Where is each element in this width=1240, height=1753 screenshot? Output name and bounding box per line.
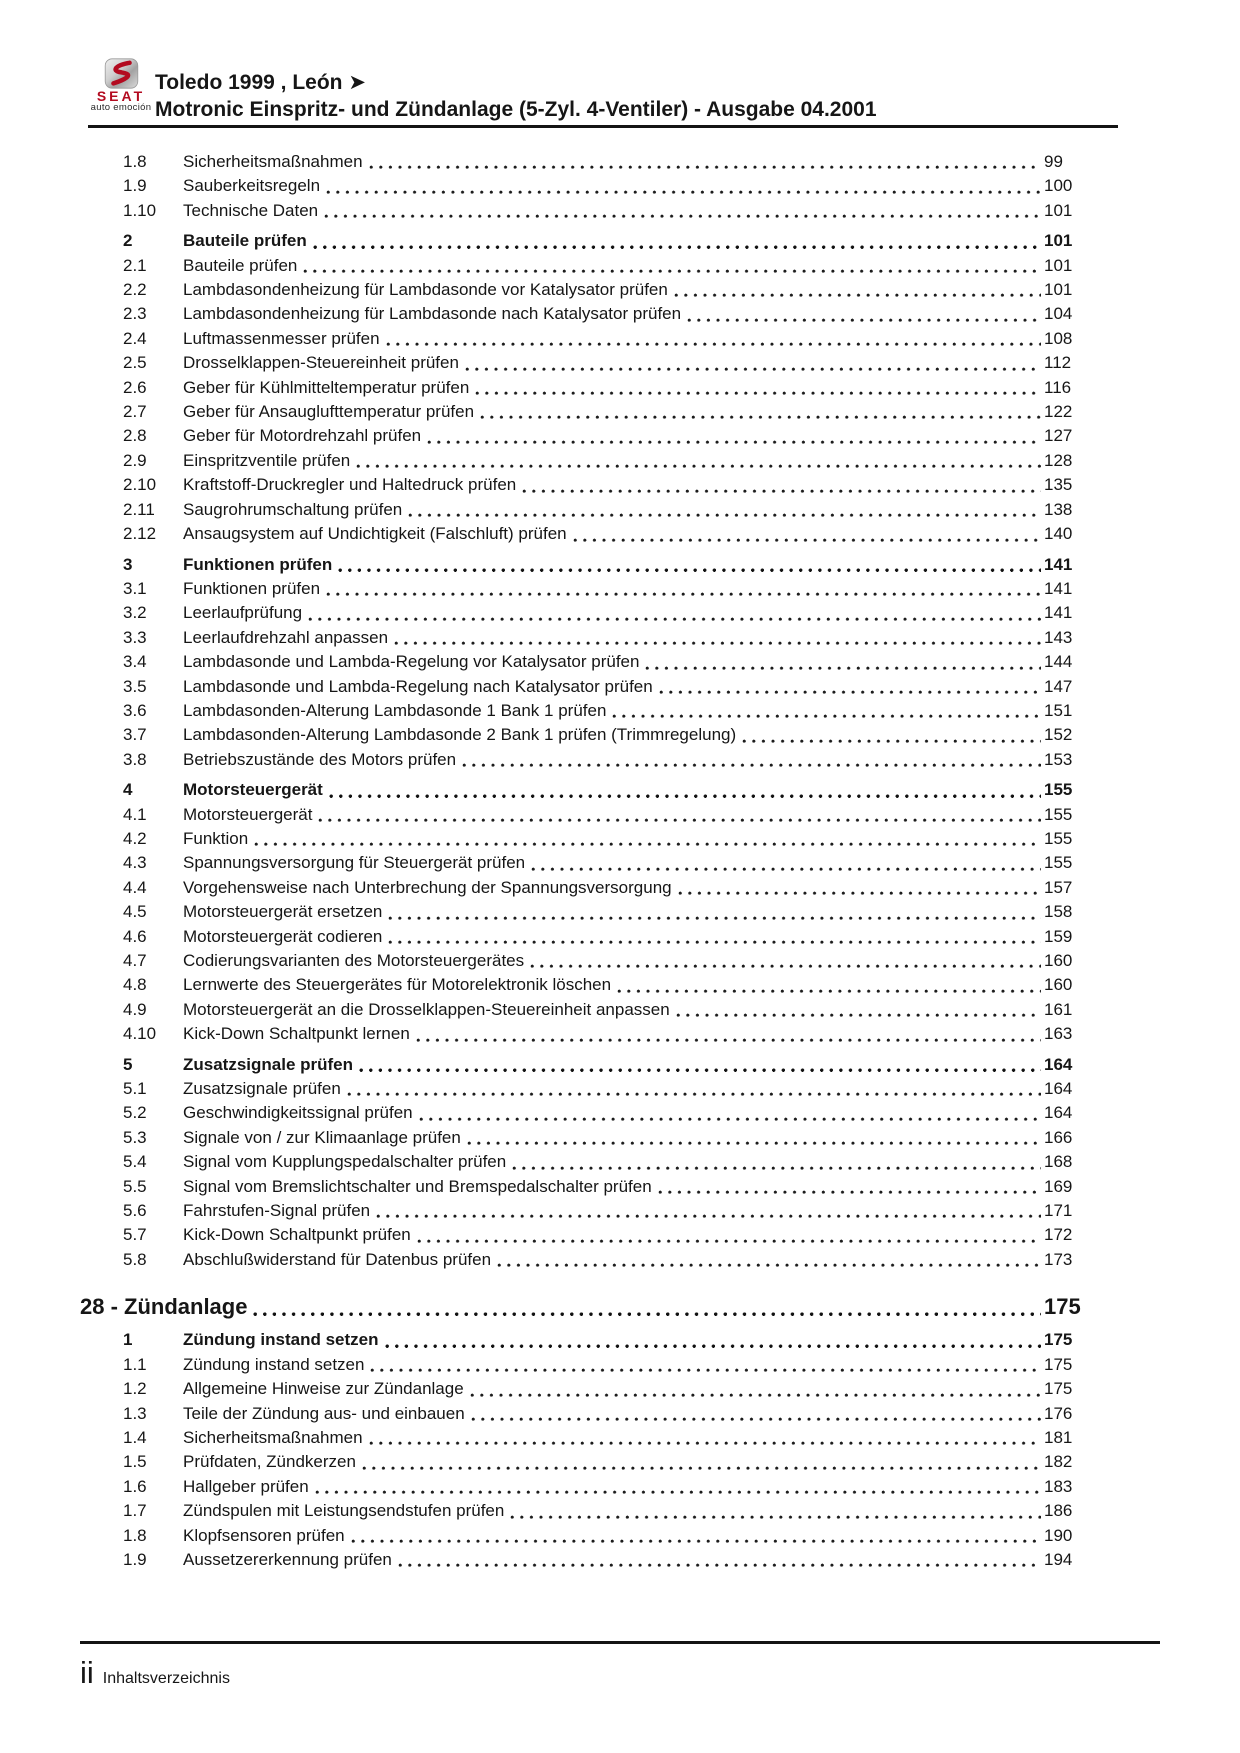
toc-page-number: 101 <box>1044 255 1073 275</box>
toc-row <box>123 229 1100 253</box>
dot-leader <box>326 190 1041 195</box>
toc-entry-number: 5.2 <box>123 1103 147 1123</box>
dot-leader <box>408 513 1041 518</box>
toc-page-number: 183 <box>1044 1476 1073 1496</box>
toc-entry-title: Vorgehensweise nach Unterbrechung der Spannungsversorgung <box>183 877 672 897</box>
toc-page-number: 116 <box>1044 377 1072 397</box>
toc-page-number: 168 <box>1044 1152 1073 1172</box>
toc-page-number: 175 <box>1044 1379 1073 1399</box>
toc-row <box>123 650 1100 674</box>
toc-page-number: 164 <box>1044 1103 1073 1123</box>
toc-entry-number: 3.7 <box>123 725 147 745</box>
toc-row <box>123 424 1100 448</box>
toc-row <box>123 1377 1100 1401</box>
dot-leader <box>467 1141 1041 1146</box>
toc-entry-title: Motorsteuergerät an die Drosselklappen-Steuereinheit anpassen <box>183 999 670 1019</box>
toc-row <box>123 1426 1100 1450</box>
toc-entry-title: Motorsteuergerät ersetzen <box>183 902 383 922</box>
toc-entry-number: 4.3 <box>123 853 147 873</box>
toc-row <box>123 473 1100 497</box>
toc-entry-title: Teile der Zündung aus- und einbauen <box>183 1403 465 1423</box>
toc-entry-number: 2.5 <box>123 353 147 373</box>
dot-leader <box>658 1190 1041 1195</box>
toc-entry-title: Bauteile prüfen <box>183 231 307 251</box>
toc-page-number: 172 <box>1044 1225 1073 1245</box>
toc-page-number: 100 <box>1044 176 1073 196</box>
toc-row <box>123 522 1100 546</box>
toc-entry-number: 4.1 <box>123 804 147 824</box>
toc-row <box>123 1548 1100 1572</box>
toc-row <box>123 449 1100 473</box>
brand-name: SEAT <box>96 88 146 104</box>
toc-entry-number: 2.3 <box>123 304 147 324</box>
toc-page-number: 176 <box>1044 1403 1073 1423</box>
toc-row <box>123 1450 1100 1474</box>
toc-entry-title: Aussetzererkennung prüfen <box>183 1549 392 1569</box>
dot-leader <box>388 916 1041 921</box>
toc-entry-number: 1.7 <box>123 1501 147 1521</box>
toc-page-number: 163 <box>1044 1024 1073 1044</box>
dot-leader <box>370 1368 1041 1373</box>
toc-row <box>123 925 1100 949</box>
toc-entry-title: Lambdasonden-Alterung Lambdasonde 1 Bank 1 prüfen <box>183 700 607 720</box>
toc-entry-number: 5.3 <box>123 1127 147 1147</box>
dot-leader <box>573 538 1041 543</box>
dot-leader <box>254 842 1041 847</box>
toc-entry-title: Signal vom Kupplungspedalschalter prüfen <box>183 1152 507 1172</box>
toc-entry-number: 5.6 <box>123 1201 147 1221</box>
dot-leader <box>313 245 1041 250</box>
toc-entry-title: Motorsteuergerät <box>183 804 313 824</box>
toc-entry-title: Geber für Ansauglufttemperatur prüfen <box>183 402 475 422</box>
dot-leader <box>427 440 1041 445</box>
toc-entry-title: Signal vom Bremslichtschalter und Bremspedalschalter prüfen <box>183 1176 652 1196</box>
dot-leader <box>318 818 1041 823</box>
toc-page-number: 144 <box>1044 652 1073 672</box>
dot-leader <box>462 763 1041 768</box>
toc-entry-number: 4.9 <box>123 999 147 1019</box>
toc-row <box>123 876 1100 900</box>
toc-entry-title: Geber für Kühlmitteltemperatur prüfen <box>183 377 470 397</box>
toc-entry-number: 3.1 <box>123 578 147 598</box>
toc-page-number: 164 <box>1044 1054 1073 1074</box>
dot-leader <box>687 318 1041 323</box>
seat-badge-icon <box>104 58 139 89</box>
toc-entry-title: Motorsteuergerät codieren <box>183 926 383 946</box>
toc-page-number: 122 <box>1044 402 1073 422</box>
toc-page-number: 151 <box>1044 700 1073 720</box>
toc-page-number: 112 <box>1044 353 1072 373</box>
toc-entry-title: Ansaugsystem auf Undichtigkeit (Falschluft) prüfen <box>183 524 567 544</box>
toc-entry-number: 2 <box>123 231 133 251</box>
dot-leader <box>394 641 1041 646</box>
toc-entry-number: 1.9 <box>123 176 147 196</box>
toc-page-number: 108 <box>1044 328 1073 348</box>
toc-page-number: 161 <box>1044 999 1073 1019</box>
toc-entry-number: 5.5 <box>123 1176 147 1196</box>
toc-page-number: 141 <box>1044 554 1073 574</box>
dot-leader <box>315 1490 1041 1495</box>
toc-page-number: 190 <box>1044 1525 1073 1545</box>
dot-leader <box>417 1239 1041 1244</box>
toc-entry-number: 5.8 <box>123 1249 147 1269</box>
toc-row <box>123 1524 1100 1548</box>
toc-row <box>123 827 1100 851</box>
toc-entry-number: 4.8 <box>123 975 147 995</box>
toc-row <box>123 998 1100 1022</box>
dot-leader <box>531 867 1041 872</box>
dot-leader <box>356 464 1041 469</box>
dot-leader <box>369 1441 1041 1446</box>
toc-row <box>123 400 1100 424</box>
toc-entry-number: 2.9 <box>123 450 147 470</box>
dot-leader <box>338 568 1041 573</box>
dot-leader <box>612 714 1041 719</box>
toc-page-number: 186 <box>1044 1501 1073 1521</box>
toc-page-number: 104 <box>1044 304 1073 324</box>
dot-leader <box>465 367 1041 372</box>
toc-page-number: 140 <box>1044 524 1073 544</box>
dot-leader <box>347 1092 1041 1097</box>
toc-page-number: 147 <box>1044 676 1073 696</box>
dot-leader <box>359 1068 1041 1073</box>
toc-entry-title: Geber für Motordrehzahl prüfen <box>183 426 422 446</box>
toc-entry-title: Sicherheitsmaßnahmen <box>183 152 363 171</box>
toc-entry-number: 4.6 <box>123 926 147 946</box>
toc-page-number: 182 <box>1044 1452 1073 1472</box>
toc-row <box>123 601 1100 625</box>
toc-entry-title: Zündung instand setzen <box>183 1330 379 1350</box>
dot-leader <box>369 165 1041 170</box>
toc-entry-title: Sicherheitsmaßnahmen <box>183 1427 363 1447</box>
toc-row <box>123 327 1100 351</box>
toc-entry-title: Funktionen prüfen <box>183 578 321 598</box>
toc-entry-title: Geschwindigkeitssignal prüfen <box>183 1103 413 1123</box>
dot-leader <box>388 940 1041 945</box>
toc-entry-number: 3.4 <box>123 652 147 672</box>
toc-row <box>123 1022 1100 1046</box>
toc-page-number: 166 <box>1044 1127 1073 1147</box>
dot-leader <box>471 1417 1041 1422</box>
chapter-title: 28 - Zündanlage <box>80 1294 248 1320</box>
toc-entry-number: 1.2 <box>123 1379 147 1399</box>
page-footer <box>80 1641 1160 1688</box>
toc-page-number: 127 <box>1044 426 1073 446</box>
toc-entry-number: 1.10 <box>123 200 157 220</box>
toc-row <box>123 150 1100 174</box>
toc-page-number: 158 <box>1044 902 1073 922</box>
toc-page-number: 101 <box>1044 200 1073 220</box>
toc-row <box>123 778 1100 802</box>
toc-entry-title: Lambdasonden-Alterung Lambdasonde 2 Bank 1 prüfen (Trimmregelung) <box>183 725 737 745</box>
toc-page-number: 159 <box>1044 926 1073 946</box>
toc-row <box>123 1223 1100 1247</box>
toc-row <box>123 723 1100 747</box>
toc-row <box>123 1402 1100 1426</box>
toc-entry-title: Lambdasonde und Lambda-Regelung vor Katalysator prüfen <box>183 652 640 672</box>
toc-entry-title: Motorsteuergerät <box>183 780 323 800</box>
toc-entry-title: Lernwerte des Steuergerätes für Motorelektronik löschen <box>183 975 612 995</box>
toc-entry-number: 2.8 <box>123 426 147 446</box>
toc-entry-number: 1.9 <box>123 1549 147 1569</box>
toc-entry-number: 3.3 <box>123 627 147 647</box>
toc-row <box>123 376 1100 400</box>
toc-row <box>123 1353 1100 1377</box>
toc-entry-number: 5.7 <box>123 1225 147 1245</box>
toc-page-number: 155 <box>1044 853 1073 873</box>
toc-entry-number: 2.6 <box>123 377 147 397</box>
toc-entry-number: 4 <box>123 780 133 800</box>
toc-entry-number: 1.1 <box>123 1354 147 1374</box>
toc-row <box>123 278 1100 302</box>
toc-entry-number: 2.4 <box>123 328 147 348</box>
dot-leader <box>326 592 1041 597</box>
toc-page-number: 171 <box>1044 1201 1073 1221</box>
toc-row <box>123 174 1100 198</box>
toc-page-number: 152 <box>1044 725 1073 745</box>
toc-page-number: 99 <box>1044 152 1063 171</box>
toc-entry-title: Zündspulen mit Leistungsendstufen prüfen <box>183 1501 505 1521</box>
toc-entry-title: Einspritzventile prüfen <box>183 450 351 470</box>
dot-leader <box>480 415 1041 420</box>
toc-row <box>123 1248 1100 1272</box>
dot-leader <box>470 1393 1041 1398</box>
toc-entry-number: 1.5 <box>123 1452 147 1472</box>
toc-entry-title: Zusatzsignale prüfen <box>183 1054 354 1074</box>
toc-page-number: 141 <box>1044 603 1073 623</box>
dot-leader <box>674 293 1041 298</box>
dot-leader <box>386 342 1041 347</box>
toc-entry-title: Zündung instand setzen <box>183 1354 365 1374</box>
dot-leader <box>522 489 1041 494</box>
toc-page-number: 128 <box>1044 450 1073 470</box>
toc-entry-title: Signale von / zur Klimaanlage prüfen <box>183 1127 461 1147</box>
toc-entry-title: Spannungsversorgung für Steuergerät prüfen <box>183 853 526 873</box>
toc-entry-number: 2.12 <box>123 524 157 544</box>
toc-entry-title: Drosselklappen-Steuereinheit prüfen <box>183 353 459 373</box>
toc-row <box>123 1053 1100 1077</box>
toc-page-number: 155 <box>1044 828 1073 848</box>
dot-leader <box>742 739 1041 744</box>
toc-page-number: 101 <box>1044 231 1073 251</box>
toc-entry-title: Lambdasonde und Lambda-Regelung nach Katalysator prüfen <box>183 676 653 696</box>
toc-entry-title: Bauteile prüfen <box>183 255 298 275</box>
toc-row <box>123 577 1100 601</box>
toc-page-number: 153 <box>1044 749 1073 769</box>
toc-entry-title: Fahrstufen-Signal prüfen <box>183 1201 371 1221</box>
dot-leader <box>329 794 1041 799</box>
toc-row <box>123 1328 1100 1352</box>
toc-entry-title: Prüfdaten, Zündkerzen <box>183 1452 356 1472</box>
toc-page-number: 175 <box>1044 1330 1073 1350</box>
toc-row <box>123 351 1100 375</box>
header-model-title: Toledo 1999 , León ➤ <box>155 71 366 94</box>
toc-entry-title: Zusatzsignale prüfen <box>183 1079 341 1099</box>
header-rule <box>88 125 1118 128</box>
toc-page-number: 157 <box>1044 877 1073 897</box>
toc-page-number: 155 <box>1044 804 1073 824</box>
dot-leader <box>676 1013 1041 1018</box>
toc-row <box>123 498 1100 522</box>
toc-entry-number: 2.1 <box>123 255 147 275</box>
toc-entry-title: Codierungsvarianten des Motorsteuergerätes <box>183 951 525 970</box>
toc-entry-number: 4.4 <box>123 877 147 897</box>
toc-entry-number: 4.5 <box>123 902 147 922</box>
toc-entry-title: Leerlaufprüfung <box>183 603 303 623</box>
toc-page-number: 169 <box>1044 1176 1073 1196</box>
dot-leader <box>475 391 1041 396</box>
dot-leader <box>497 1263 1041 1268</box>
brand-tagline: auto emoción <box>90 102 152 113</box>
toc-page-number: 138 <box>1044 499 1073 519</box>
toc-entry-title: Luftmassenmesser prüfen <box>183 328 380 348</box>
toc-row <box>123 699 1100 723</box>
toc-entry-number: 5.4 <box>123 1152 147 1172</box>
footer-page-number: ii <box>80 1655 94 1690</box>
toc-entry-title: Lambdasondenheizung für Lambdasonde nach Katalysator prüfen <box>183 304 682 324</box>
toc-entry-title: Klopfsensoren prüfen <box>183 1525 345 1545</box>
toc-row <box>123 1101 1100 1125</box>
toc-entry-number: 3.8 <box>123 749 147 769</box>
toc-entry-title: Kick-Down Schaltpunkt lernen <box>183 1024 410 1044</box>
toc-entry-title: Saugrohrumschaltung prüfen <box>183 499 403 519</box>
toc-page-number: 160 <box>1044 975 1073 995</box>
toc-entry-number: 4.7 <box>123 951 147 970</box>
dot-leader <box>351 1539 1041 1544</box>
toc-row <box>123 302 1100 326</box>
toc-entry-number: 1.4 <box>123 1427 147 1447</box>
dot-leader <box>530 964 1041 969</box>
toc-entry-number: 2.10 <box>123 475 157 495</box>
dot-leader <box>416 1038 1041 1043</box>
toc-row <box>123 1475 1100 1499</box>
dot-leader <box>324 214 1041 219</box>
toc-entry-number: 1 <box>123 1330 133 1350</box>
toc-page-number: 135 <box>1044 475 1073 495</box>
toc-entry-number: 1.6 <box>123 1476 147 1496</box>
seat-logo <box>86 58 156 112</box>
toc-row <box>123 851 1100 875</box>
dot-leader <box>385 1344 1042 1349</box>
dot-leader <box>253 1312 1041 1317</box>
toc-row <box>123 973 1100 997</box>
toc-entry-title: Sauberkeitsregeln <box>183 176 321 196</box>
toc-entry-title: Technische Daten <box>183 200 319 220</box>
dot-leader <box>659 690 1041 695</box>
toc-page-number: 101 <box>1044 280 1073 300</box>
toc-page-number: 143 <box>1044 627 1073 647</box>
toc-entry-number: 2.11 <box>123 499 155 519</box>
toc-entry-title: Kick-Down Schaltpunkt prüfen <box>183 1225 411 1245</box>
toc-entry-number: 5 <box>123 1054 133 1074</box>
dot-leader <box>678 891 1041 896</box>
toc-entry-title: Hallgeber prüfen <box>183 1476 309 1496</box>
toc-entry-number: 2.7 <box>123 402 147 422</box>
toc-entry-number: 1.8 <box>123 1525 147 1545</box>
dot-leader <box>510 1515 1041 1520</box>
toc-row <box>123 1175 1100 1199</box>
toc-row <box>123 254 1100 278</box>
dot-leader <box>645 666 1041 671</box>
chapter-heading-row <box>80 1292 1100 1322</box>
header-doc-title: Motronic Einspritz- und Zündanlage (5-Zyl. 4-Ventiler) - Ausgabe 04.2001 <box>155 98 877 121</box>
toc-entry-title: Lambdasondenheizung für Lambdasonde vor Katalysator prüfen <box>183 280 668 300</box>
toc-page-number: 164 <box>1044 1079 1073 1099</box>
toc-entry-title: Kraftstoff-Druckregler und Haltedruck prüfen <box>183 475 517 495</box>
toc-row <box>123 1499 1100 1523</box>
toc-entry-number: 1.8 <box>123 152 147 171</box>
dot-leader <box>376 1214 1041 1219</box>
toc-entry-title: Allgemeine Hinweise zur Zündanlage <box>183 1379 464 1399</box>
dot-leader <box>398 1563 1041 1568</box>
toc-page-number: 175 <box>1044 1294 1081 1320</box>
toc-row <box>123 748 1100 772</box>
toc-page-number: 155 <box>1044 780 1073 800</box>
toc-page-number: 160 <box>1044 951 1073 970</box>
dot-leader <box>308 617 1041 622</box>
toc-page-number: 181 <box>1044 1427 1073 1447</box>
toc-row <box>123 1126 1100 1150</box>
toc-entry-number: 5.1 <box>123 1079 147 1099</box>
toc-entry-number: 3.5 <box>123 676 147 696</box>
toc-row <box>123 626 1100 650</box>
toc-entry-number: 4.10 <box>123 1024 157 1044</box>
toc-entry-title: Funktion <box>183 828 249 848</box>
toc-row <box>123 199 1100 223</box>
toc-page-number: 194 <box>1044 1549 1073 1569</box>
toc-row <box>123 900 1100 924</box>
toc-entry-title: Abschlußwiderstand für Datenbus prüfen <box>183 1249 492 1269</box>
toc-row <box>123 553 1100 577</box>
toc-entry-number: 4.2 <box>123 828 147 848</box>
toc-entry-number: 1.3 <box>123 1403 147 1423</box>
toc-row <box>123 803 1100 827</box>
toc-list <box>80 150 1100 1572</box>
dot-leader <box>512 1166 1041 1171</box>
toc-entry-number: 2.2 <box>123 280 147 300</box>
toc-entry-title: Leerlaufdrehzahl anpassen <box>183 627 389 647</box>
toc-entry-title: Betriebszustände des Motors prüfen <box>183 749 457 769</box>
toc-entry-number: 3.6 <box>123 700 147 720</box>
dot-leader <box>419 1117 1041 1122</box>
toc-row <box>123 1077 1100 1101</box>
footer-label: Inhaltsverzeichnis <box>102 1670 230 1687</box>
toc-page-number: 175 <box>1044 1354 1073 1374</box>
dot-leader <box>617 989 1041 994</box>
toc-row <box>123 675 1100 699</box>
dot-leader <box>303 269 1041 274</box>
toc-entry-number: 3 <box>123 554 133 574</box>
toc-page-number: 173 <box>1044 1249 1073 1269</box>
toc-row <box>123 1199 1100 1223</box>
toc-row <box>123 1150 1100 1174</box>
toc-entry-number: 3.2 <box>123 603 147 623</box>
dot-leader <box>362 1466 1041 1471</box>
toc-entry-title: Funktionen prüfen <box>183 554 333 574</box>
toc-row <box>123 949 1100 973</box>
toc-page-number: 141 <box>1044 578 1073 598</box>
